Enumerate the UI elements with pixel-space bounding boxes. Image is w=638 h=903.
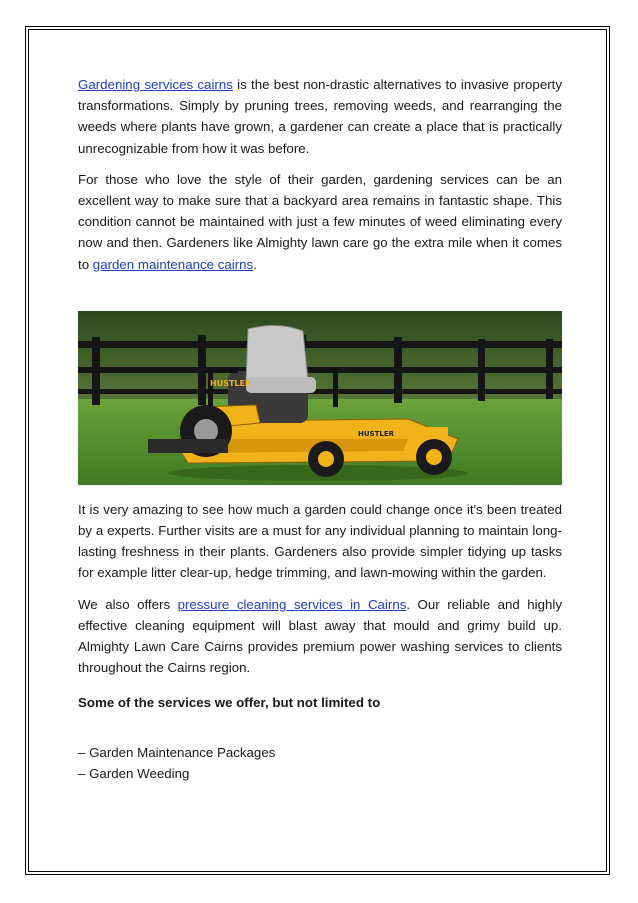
services-list xyxy=(78,742,562,784)
mower-photo xyxy=(78,311,562,485)
pressure-cleaning-link[interactable]: pressure cleaning services in Cairns xyxy=(177,596,407,612)
paragraph-style xyxy=(78,169,562,275)
paragraph-intro xyxy=(78,74,562,159)
list-item: – Garden Weeding xyxy=(78,765,190,781)
paragraph-pressure-text: . Our reliable and highly effective cleaning equipment will blast away that mould and grimy build up. Almighty Lawn Care Cairns provides premium power washing services to clients throughout the Cairns region. xyxy=(78,596,562,676)
background-trees xyxy=(78,311,562,411)
services-heading: Some of the services we offer, but not limited to xyxy=(78,695,381,711)
paragraph-pressure-start: We also offers xyxy=(78,596,178,612)
paragraph-amazing: It is very amazing to see how much a garden could change once it's been treated by a experts. Further visits are a must for any individual planning to maintain long-lasting freshness in their plants. Gardeners also provide simpler tidying up tasks for example litter clear-up, hedge trimming, and lawn-mowing within the garden. xyxy=(78,501,562,581)
paragraph-intro-text: is the best non-drastic alternatives to invasive property transformations. Simply by pruning trees, removing weeds, and rearranging the weeds where plants have grown, a gardener can create a place that is practically unrecognizable from how it was before. xyxy=(78,77,562,156)
deck-brand-label: HUSTLER xyxy=(358,429,394,438)
document-body xyxy=(78,74,562,784)
garden-maintenance-link[interactable]: garden maintenance cairns xyxy=(92,256,254,272)
mower-brand-label: HUSTLER xyxy=(210,378,252,388)
paragraph-style-end: . xyxy=(253,256,257,272)
paragraph-style-text: For those who love the style of their garden, gardening services can be an excellent way to make sure that a backyard area remains in fantastic shape. This condition cannot be maintained with just a few minutes of weed eliminating every now and then. Gardeners like Almighty lawn care go the extra mile when it comes to xyxy=(78,171,562,272)
gardening-services-link[interactable]: Gardening services cairns xyxy=(78,77,233,92)
list-item: – Garden Maintenance Packages xyxy=(78,744,276,760)
paragraph-pressure xyxy=(78,594,562,679)
